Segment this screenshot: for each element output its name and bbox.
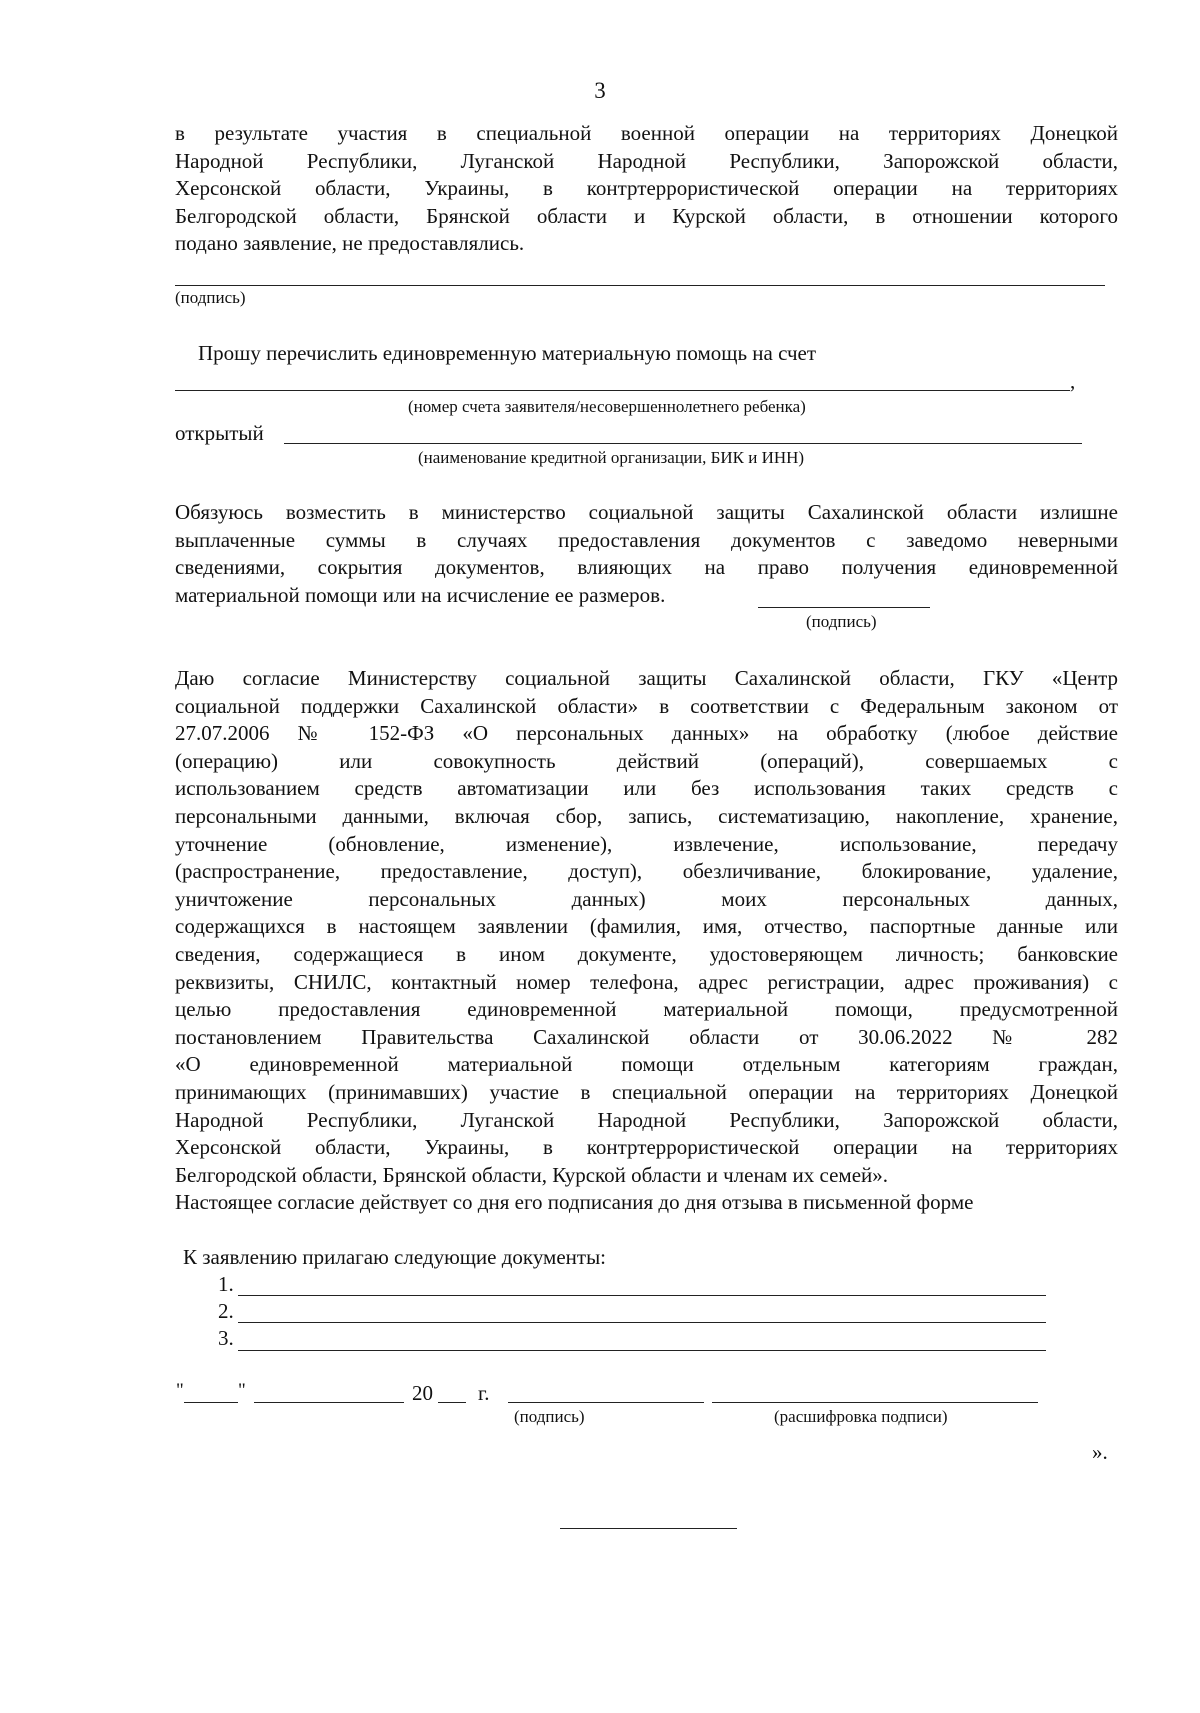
text-line: использованием средств автоматизации или без использования таких средств с	[175, 776, 1118, 801]
signature-line	[508, 1402, 704, 1403]
text-line: (распространение, предоставление, доступ), обезличивание, блокирование, удаление,	[175, 859, 1118, 884]
text-line: 27.07.2006 № 152-ФЗ «О персональных данных» на обработку (любое действие	[175, 721, 1118, 746]
attachment-line-2	[238, 1322, 1046, 1323]
attachment-line-3	[238, 1350, 1046, 1351]
opened-label: открытый	[175, 421, 264, 445]
attachments-title: К заявлению прилагаю следующие документы:	[183, 1245, 607, 1269]
attachment-line-1	[238, 1295, 1046, 1296]
text-line: подано заявление, не предоставлялись.	[175, 231, 525, 256]
decode-caption: (расшифровка подписи)	[774, 1407, 948, 1426]
attachment-number: 1.	[218, 1272, 234, 1296]
text-line: материальной помощи или на исчисление ее размеров.	[175, 582, 666, 607]
signature-decode-line	[712, 1402, 1038, 1403]
text-line: Херсонской области, Украины, в контртеррористической операции на территориях	[175, 1135, 1118, 1160]
text-line: Белгородской области, Брянской области, Курской области и членам их семей».	[175, 1162, 889, 1187]
text-line: Народной Республики, Луганской Народной Республики, Запорожской области,	[175, 1107, 1118, 1132]
text-line: постановлением Правительства Сахалинской области от 30.06.2022 № 282	[175, 1024, 1118, 1049]
page-number: 3	[594, 78, 606, 103]
text-line: выплаченные суммы в случаях предоставления документов с заведомо неверными	[175, 527, 1118, 552]
end-separator	[560, 1528, 737, 1529]
bank-caption: (наименование кредитной организации, БИК и ИНН)	[418, 448, 805, 467]
text-line: уничтожение персональных данных) моих персональных данных,	[175, 886, 1118, 911]
text-line: персональными данными, включая сбор, запись, систематизацию, накопление, хранение,	[175, 803, 1118, 828]
date-quote-close: "	[238, 1380, 246, 1401]
text-line: Обязуюсь возместить в министерство социальной защиты Сахалинской области излишне	[175, 500, 1118, 524]
date-quote-open: "	[176, 1380, 184, 1401]
attachment-number: 2.	[218, 1299, 234, 1323]
text-line: реквизиты, СНИЛС, контактный номер телефона, адрес регистрации, адрес проживания) с	[175, 969, 1118, 994]
text-line: сведения, содержащиеся в ином документе, удостоверяющем личность; банковские	[175, 941, 1118, 966]
account-number-line	[175, 390, 1070, 391]
text-line: принимающих (принимавших) участие в специальной операции на территориях Донецкой	[175, 1079, 1118, 1104]
signature-line	[758, 607, 930, 608]
text-line: Народной Республики, Луганской Народной Республики, Запорожской области,	[175, 148, 1118, 173]
paragraph-obligation	[175, 499, 1118, 609]
date-year: 20	[412, 1381, 433, 1405]
text-line: Белгородской области, Брянской области и Курской области, в отношении которого	[175, 203, 1118, 228]
date-suffix: г.	[478, 1381, 490, 1405]
request-text: Прошу перечислить единовременную материальную помощь на счет	[198, 341, 817, 365]
bank-name-line	[284, 443, 1082, 444]
signature-caption: (подпись)	[806, 612, 877, 631]
text-line: в результате участия в специальной военной операции на территориях Донецкой	[175, 121, 1118, 145]
text-line: содержащихся в настоящем заявлении (фамилия, имя, отчество, паспортные данные или	[175, 914, 1118, 939]
text-line: Настоящее согласие действует со дня его подписания до дня отзыва в письменной форме	[175, 1190, 974, 1215]
day-line	[184, 1402, 238, 1403]
text-line: социальной поддержки Сахалинской области» в соответствии с Федеральным законом от	[175, 693, 1118, 718]
closing-quote: ».	[1092, 1440, 1108, 1464]
paragraph-consent	[175, 665, 1118, 1217]
paragraph-results	[175, 120, 1118, 258]
text-line: (операцию) или совокупность действий (операций), совершаемых с	[175, 748, 1118, 773]
month-line	[254, 1402, 404, 1403]
text-line: Даю согласие Министерству социальной защиты Сахалинской области, ГКУ «Центр	[175, 666, 1118, 690]
account-caption: (номер счета заявителя/несовершеннолетнего ребенка)	[408, 397, 806, 416]
year-line	[438, 1402, 466, 1403]
signature-line	[175, 285, 1105, 286]
attachment-number: 3.	[218, 1326, 234, 1350]
text-line: уточнение (обновление, изменение), извлечение, использование, передачу	[175, 831, 1118, 856]
account-comma: ,	[1070, 369, 1076, 393]
text-line: сведениями, сокрытия документов, влияющих на право получения единовременной	[175, 555, 1118, 580]
text-line: целью предоставления единовременной материальной помощи, предусмотренной	[175, 997, 1118, 1022]
text-line: «О единовременной материальной помощи отдельным категориям граждан,	[175, 1052, 1118, 1077]
signature-caption: (подпись)	[514, 1407, 585, 1426]
signature-caption: (подпись)	[175, 288, 246, 307]
text-line: Херсонской области, Украины, в контртеррористической операции на территориях	[175, 176, 1118, 201]
